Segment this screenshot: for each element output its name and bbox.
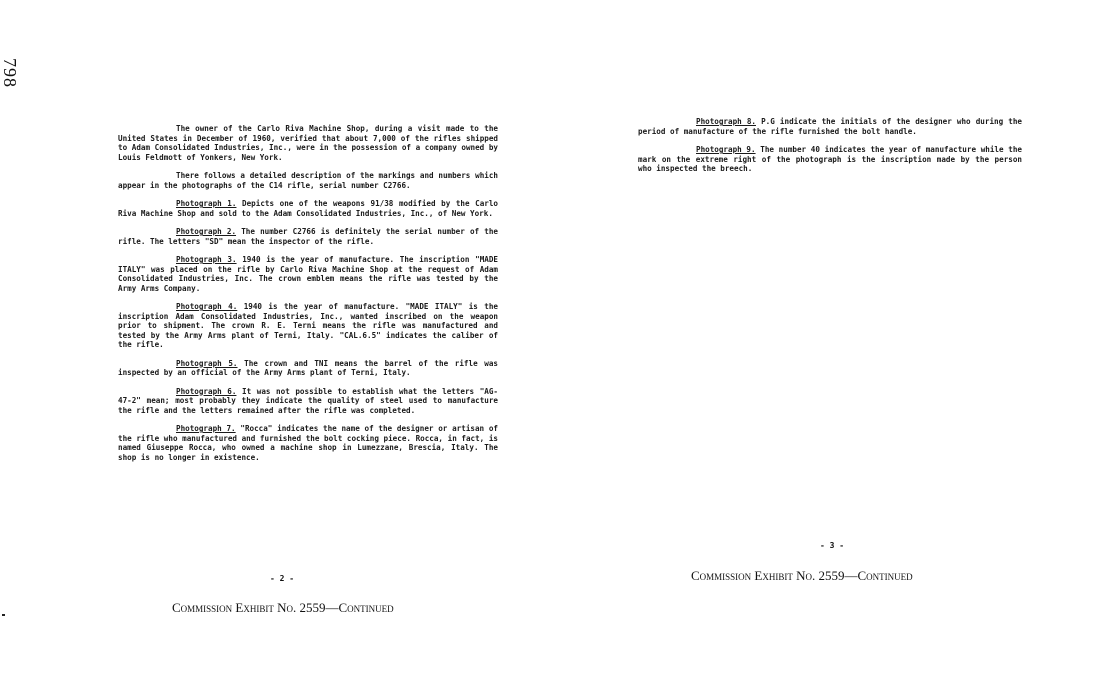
paragraph-lead: Photograph 4. [176, 302, 238, 311]
paragraph-lead: Photograph 6. [176, 386, 237, 396]
scan-speck [2, 614, 5, 616]
paragraph [118, 387, 498, 416]
right-page-text [638, 117, 1022, 183]
left-exhibit-caption: Commission Exhibit No. 2559—Continued [172, 600, 394, 615]
paragraph [118, 359, 498, 378]
paragraph [118, 255, 498, 293]
paragraph-lead: Photograph 7. [176, 424, 236, 433]
paragraph [118, 171, 498, 190]
paragraph-text: Depicts one of the weapons 91/38 modified by the Carlo Riva Machine Shop and sold to the Adam Consolidated Industries, Inc., of New York. [118, 199, 499, 218]
paragraph-lead: Photograph 9. [696, 145, 756, 154]
paragraph-text: The number 40 indicates the year of manufacture while the mark on the extreme right of the photograph is the inscription made by the person who inspected the breech. [638, 145, 1022, 173]
paragraph [638, 117, 1022, 136]
paragraph-lead: Photograph 1. [176, 199, 237, 208]
paragraph-text: It was not possible to establish what the letters "AG-47-2" mean; most probably they indicate the quality of steel used to manufacture the rifle and the letters remained after the rifle was completed. [118, 386, 499, 415]
paragraph-text: 1940 is the year of manufacture. The inscription "MADE ITALY" was placed on the rifle by Carlo Riva Machine Shop at the request of Adam Consolidated Industries, Inc. The crown emblem means the rifle was tested by the Army Arms Company. [118, 255, 498, 293]
paragraph-lead: Photograph 3. [176, 255, 237, 264]
paragraph-text: The crown and TNI means the barrel of the rifle was inspected by an official of the Army Arms plant of Terni, Italy. [118, 358, 498, 377]
paragraph-text: P.G indicate the initials of the designer who during the period of manufacture of the rifle furnished the bolt handle. [638, 117, 1022, 136]
left-page-text [118, 124, 498, 471]
paragraph [118, 424, 498, 462]
paragraph [118, 199, 498, 218]
paragraph-text: 1940 is the year of manufacture. "MADE ITALY" is the inscription Adam Consolidated Industries, Inc., wanted inscribed on the weapon prior to shipment. The crown R. E. Terni means the rifle was manufactured and tested by the Army Arms plant of Terni, Italy. "CAL.6.5" indicates the caliber of the rifle. [118, 302, 498, 349]
paragraph-text: "Rocca" indicates the name of the designer or artisan of the rifle who manufactured and furnished the bolt cocking piece. Rocca, in fact, is named Giuseppe Rocca, who owned a machine shop in Lumezzane, Brescia, Italy. The shop is no longer in existence. [118, 424, 498, 462]
paragraph [118, 302, 498, 350]
margin-page-number: 798 [0, 58, 20, 88]
paragraph-lead: Photograph 5. [176, 358, 238, 368]
paragraph [638, 145, 1022, 174]
paragraph [118, 227, 498, 246]
paragraph-text: There follows a detailed description of the markings and numbers which appear in the photographs of the C14 rifle, serial number C2766. [118, 171, 498, 190]
paragraph-lead: Photograph 2. [176, 227, 237, 236]
right-exhibit-caption: Commission Exhibit No. 2559—Continued [691, 568, 913, 583]
left-page-number: - 2 - [270, 574, 295, 583]
right-page-number: - 3 - [820, 541, 845, 550]
paragraph-text: The number C2766 is definitely the serial number of the rifle. The letters "SD" mean the inspector of the rifle. [118, 227, 498, 246]
paragraph [118, 124, 498, 162]
paragraph-lead: Photograph 8. [696, 117, 756, 126]
paragraph-text: The owner of the Carlo Riva Machine Shop, during a visit made to the United States in December of 1960, verified that about 7,000 of the rifles shipped to Adam Consolidated Industries, Inc., were in the possession of a company owned by Louis Feldmott of Yonkers, New York. [118, 124, 498, 162]
